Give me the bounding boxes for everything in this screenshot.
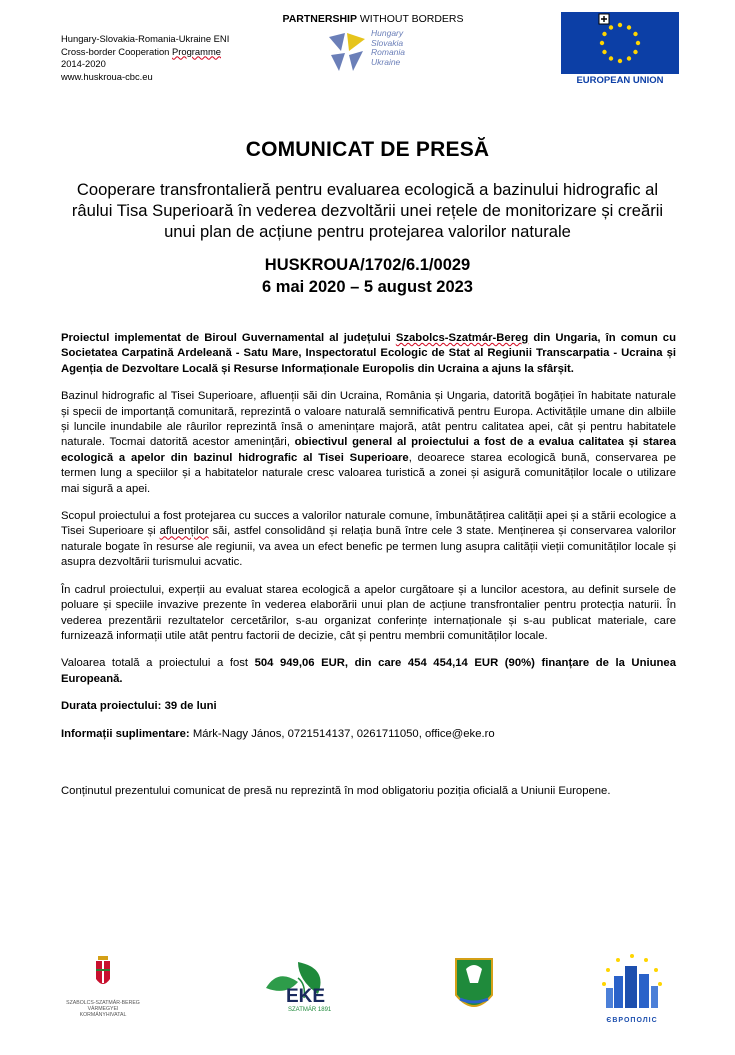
page-title: COMUNICAT DE PRESĂ	[245, 138, 490, 161]
programme-website[interactable]: www.huskroua-cbc.eu	[61, 70, 153, 82]
project-period: 6 mai 2020 – 5 august 2023	[262, 278, 473, 296]
press-release-body	[61, 331, 676, 811]
hungarian-coat-of-arms-icon	[58, 955, 148, 995]
partnership-countries: Hungary Slovakia Romania Ukraine	[371, 28, 406, 67]
eu-flag	[561, 12, 679, 74]
eu-label: EUROPEAN UNION	[576, 75, 664, 86]
project-code: HUSKROUA/1702/6.1/0029	[264, 256, 471, 274]
eu-stars-icon	[561, 12, 679, 74]
programme-line: Hungary-Slovakia-Romania-Ukraine ENI	[61, 33, 230, 44]
county-office-logo: SZABOLCS-SZATMÁR-BEREG VÁRMEGYEI KORMÁNYHIVATAL	[58, 955, 148, 1025]
partnership-title: PARTNERSHIP WITHOUT BORDERS	[282, 13, 464, 25]
eke-logo: EKE SZATMÁR 1891	[258, 958, 338, 1020]
contact-info: Informații suplimentare: Márk-Nagy János, 0721514137, 0261711050, office@eke.ro	[61, 727, 495, 740]
disclaimer: Conținutul prezentului comunicat de presă nu reprezintă în mod obligatoriu poziția oficială a Uniunii Europene.	[61, 784, 611, 797]
paragraph-2: Scopul proiectului a fost protejarea cu succes a valorilor naturale comune, îmbunătățirea calității apei și a stării ecologice a Tisei Superioare și afluenților săi, astfel consolidând și relația bună între cele 3 state. Menținerea și conservarea valorilor naturale bogate în resurse ale regiunii, va avea un efect benefic pe termen lung asupra calității vieții comunităților locale și asupra dezvoltării turismului acvatic.	[61, 510, 676, 569]
paragraph-1: Bazinul hidrografic al Tisei Superioare, afluenții săi din Ucraina, România și Ungaria, datorită bogăției în habitate naturale și specii de importanță comunitară, reprezintă o valoare naturală semnificativă pentru Europa. Activitățile umane din albiile și luncile inundabile ale râurilor reprezintă însă o amenințare majoră, atât pentru calitatea apei, cât și pentru habitatele naturale. Tocmai datorită acestor amenințări, obiectivul general al proiectului a fost de a evalua calitatea și starea ecologică a apelor din bazinul hidrografic al Tisei Superioare, deoarece starea ecologică bună, conservarea pe termen lung a speciilor și a habitatelor naturale cresc valoarea turistică a zonei și asigură comunităților locale o utilizare mai sigură a apei.	[61, 390, 676, 495]
partnership-logo-icon	[325, 29, 369, 75]
coat-of-arms-shield-icon	[452, 955, 496, 1019]
paragraph-3: În cadrul proiectului, experții au evaluat starea ecologică a apelor curgătoare și a luncilor acestora, au definit sursele de poluare și speciile invazive prezente în vederea elaborării unui plan de acțiune transfrontalier pentru protecția naturii. În vederea prezentării rezultatelor cercetărilor, s-au organizat conferințe internaționale și s-au publicat materiale, care furnizează informații utile atât pentru factorii de decizie, cât și pentru membrii comunităților locale.	[61, 583, 676, 642]
regional-coat-of-arms	[452, 955, 496, 1019]
programme-info	[61, 33, 229, 83]
partnership-logo	[325, 29, 425, 75]
europolis-logo: ЄВРОПОЛІС	[590, 952, 674, 1024]
programme-line: 2014-2020	[61, 58, 106, 70]
europolis-buildings-icon	[590, 952, 674, 1012]
page-subtitle: Cooperare transfrontalieră pentru evaluarea ecologică a bazinului hidrografic al râului Tisa Superioară în vederea dezvoltării unei rețele de monitorizare și creării unui plan de acțiune pentru protejarea valorilor naturale	[71, 180, 664, 241]
intro-paragraph: Proiectul implementat de Biroul Guvernamental al județului Szabolcs-Szatmár-Bereg din Ungaria, în comun cu Societatea Carpatină Ardeleană - Satu Mare, Inspectoratul Ecologic de Stat al Regiunii Transcarpatia - Ucraina și Agenția de Dezvoltare Locală și Resurse Informaționale Europolis din Ucraina a ajuns la sfârșit.	[61, 332, 676, 375]
project-duration: Durata proiectului: 39 de luni	[61, 700, 217, 713]
programme-line: Cross-border Cooperation Programme	[61, 45, 221, 57]
project-value: Valoarea totală a proiectului a fost 504 949,06 EUR, din care 454 454,14 EUR (90%) finanțare de la Uniunea Europeană.	[61, 657, 676, 685]
